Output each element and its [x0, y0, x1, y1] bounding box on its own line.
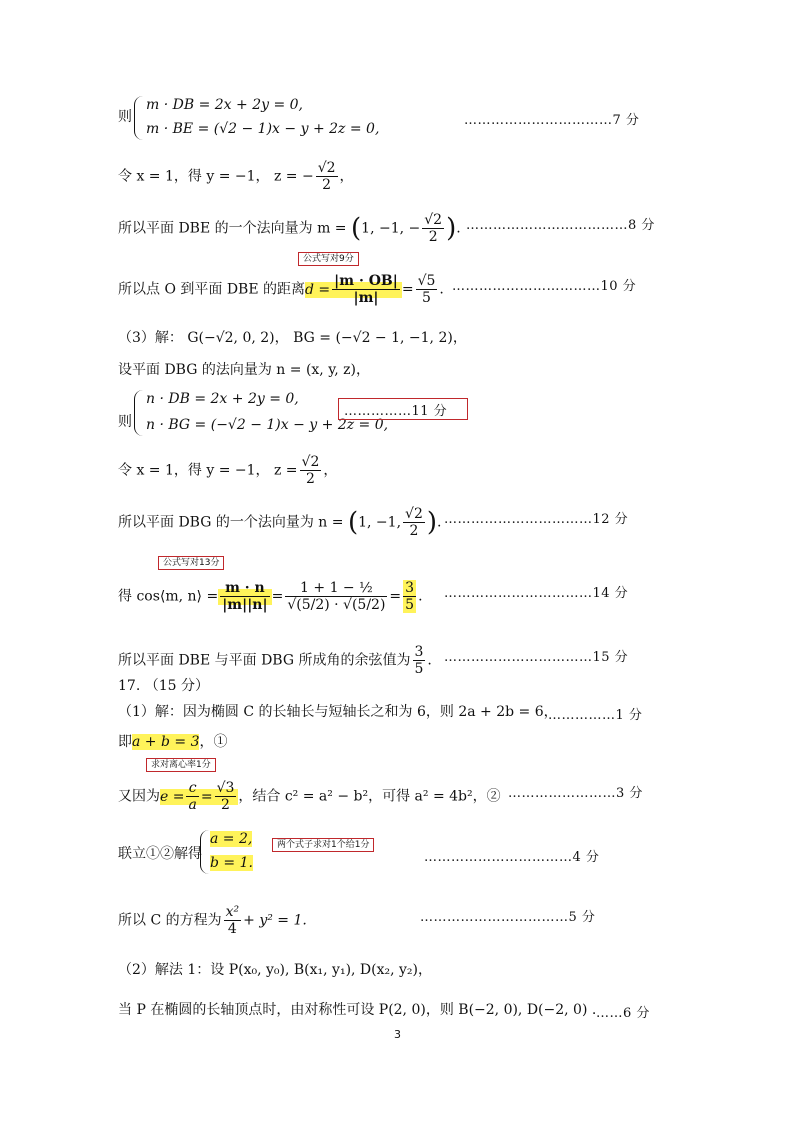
part2-line: （2）解法 1：设 P(x₀, y₀), B(x₁, y₁), D(x₂, y₂)，: [118, 962, 433, 978]
equation-text: 所以 C 的方程为: [118, 912, 222, 929]
vector-components: 1, −1, −: [361, 220, 421, 237]
denominator: 2: [305, 471, 315, 487]
grading-note-eccentricity: 求对离心率1分: [146, 758, 216, 772]
vertex-case-line: 当 P 在椭圆的长轴顶点时，由对称性可设 P(2, 0)，则 B(−2, 0), D(−2, 0) .: [118, 1002, 597, 1018]
normal-vector-m-line: [118, 212, 461, 245]
fraction: [416, 273, 438, 306]
score-11: ……………11 分: [344, 404, 448, 419]
cosine-formula-highlight: [218, 580, 271, 613]
paren-close: ): [426, 507, 438, 538]
fraction-result: [403, 580, 416, 613]
score-3: ……………………3 分: [508, 786, 643, 801]
score-14: ……………………………14 分: [444, 586, 629, 601]
let-x-text: 令 x = 1，得 y = −1， z = −: [118, 168, 314, 185]
cosine-text: 得 cos⟨m, n⟩ =: [118, 588, 219, 605]
numerator: √5: [417, 273, 436, 289]
eccentricity-line: [118, 780, 501, 813]
punctuation: .: [439, 281, 444, 298]
ji-text: 即: [118, 734, 132, 750]
fraction: [285, 580, 387, 613]
fraction: [413, 644, 426, 677]
score-6: ……6 分: [596, 1006, 650, 1021]
set-normal-n-line: 设平面 DBG 的法向量为 n = (x, y, z)，: [118, 362, 370, 378]
a-plus-b-line: [118, 732, 227, 752]
numerator: 1 + 1 − ½: [285, 580, 387, 597]
denominator: |m||n|: [222, 597, 268, 613]
cosine-line: [118, 580, 423, 613]
fraction: [422, 212, 444, 245]
score-7: ……………………………7 分: [464, 113, 640, 128]
let-x-line: [118, 160, 354, 193]
score-8: ………………………………8 分: [466, 218, 655, 233]
relation-text: ，结合 c² = a² − b²，可得 a² = 4b²，②: [238, 788, 501, 805]
numerator: 3: [405, 580, 415, 596]
numerator: c: [186, 780, 198, 797]
denominator: |m|: [353, 290, 379, 306]
equation-n-bg: n · BG = (−√2 − 1)x − y + 2z = 0,: [146, 417, 389, 433]
denominator: 4: [227, 921, 237, 937]
fraction: [300, 454, 322, 487]
equation-n-db: n · DB = 2x + 2y = 0,: [146, 391, 299, 407]
problem-17-heading: 17. （15 分）: [118, 678, 209, 694]
marker-1: ，①: [199, 734, 228, 750]
system-brace-2: [134, 390, 143, 436]
cosine-conclusion-line: [118, 644, 432, 677]
grading-note-13: 公式写对13分: [158, 556, 224, 570]
punctuation: ，: [339, 168, 354, 185]
fraction: [403, 506, 425, 539]
equation-rest: + y² = 1.: [243, 912, 307, 929]
numerator: √2: [424, 212, 443, 228]
denominator: a: [188, 797, 197, 813]
numerator: 3: [414, 644, 424, 660]
numerator: |m · OB|: [334, 273, 398, 289]
denominator: 2: [322, 177, 332, 193]
numerator: √2: [405, 506, 423, 522]
equals: =: [200, 788, 213, 805]
system-brace: [134, 96, 143, 140]
equation-m-db: m · DB = 2x + 2y = 0,: [146, 97, 304, 113]
youyinwei-text: 又因为: [118, 788, 160, 805]
distance-text: 所以点 O 到平面 DBE 的距离: [118, 281, 306, 298]
equation-m-be: m · BE = (√2 − 1)x − y + 2z = 0,: [146, 121, 380, 137]
score-5: ……………………………5 分: [420, 910, 596, 925]
denominator: 5: [405, 597, 415, 613]
a-plus-b-highlight: a + b = 3: [132, 734, 200, 750]
solution-b-value: b = 1.: [210, 855, 253, 871]
page-number: 3: [394, 1028, 401, 1041]
fraction: [224, 904, 242, 937]
paren-close: ): [446, 213, 457, 244]
paren-open: (: [347, 507, 359, 538]
solution-b: [210, 852, 253, 874]
solution-a-value: a = 2,: [210, 831, 253, 847]
prefix-then-2: 则: [118, 414, 132, 430]
score-1: ……………1 分: [548, 708, 643, 723]
equals: =: [389, 588, 402, 605]
part3-line: （3）解： G(−√2, 0, 2)， BG = (−√2 − 1, −1, 2)，: [118, 330, 467, 346]
fraction: [186, 780, 198, 813]
grading-note-9: 公式写对9分: [298, 252, 359, 266]
numerator: x²: [225, 904, 240, 920]
part1-line: （1）解：因为椭圆 C 的长轴长与短轴长之和为 6，则 2a + 2b = 6，: [118, 704, 558, 720]
denominator: 2: [221, 797, 230, 813]
score-4: ……………………………4 分: [424, 850, 600, 865]
punctuation: .: [437, 514, 442, 531]
grading-note-solve: 两个式子求对1个给1分: [272, 838, 374, 852]
prefix-then: 则: [118, 109, 132, 125]
let-x-line-2: [118, 454, 337, 487]
fraction: [332, 273, 400, 306]
let-x-text: 令 x = 1，得 y = −1， z =: [118, 462, 298, 479]
fraction: [215, 780, 237, 813]
conclusion-text: 所以平面 DBE 与平面 DBG 所成角的余弦值为: [118, 652, 411, 669]
eccentricity-highlight: [160, 780, 238, 813]
numerator: √2: [301, 454, 320, 470]
paren-open: (: [351, 213, 362, 244]
solution-a: [210, 828, 252, 850]
denominator: 5: [422, 290, 431, 306]
punctuation: .: [456, 220, 461, 237]
fraction: [316, 160, 338, 193]
normal-vector-text: 所以平面 DBE 的一个法向量为 m =: [118, 220, 347, 237]
normal-vector-text: 所以平面 DBG 的一个法向量为 n =: [118, 514, 344, 531]
numerator: √3: [216, 780, 235, 796]
equals: =: [271, 588, 284, 605]
solve-brace: [200, 830, 209, 874]
e-symbol: e =: [160, 788, 185, 805]
ellipse-equation-line: [118, 904, 307, 937]
score-12: ……………………………12 分: [444, 512, 629, 527]
numerator: √2: [317, 160, 336, 176]
numerator: m · n: [220, 580, 269, 597]
solve-line: 联立①②解得: [118, 846, 202, 862]
vector-components: 1, −1,: [358, 514, 402, 531]
distance-line: [118, 273, 444, 306]
punctuation: ，: [323, 462, 338, 479]
fraction: [220, 580, 269, 613]
denominator: 5: [414, 661, 424, 677]
punctuation: .: [427, 652, 432, 669]
d-symbol: d =: [305, 281, 331, 298]
score-10: ……………………………10 分: [452, 279, 637, 294]
denominator: 2: [428, 229, 438, 245]
denominator: √(5/2) · √(5/2): [287, 597, 386, 613]
denominator: 2: [409, 523, 419, 539]
punctuation: .: [418, 588, 423, 605]
score-15: ……………………………15 分: [444, 650, 629, 665]
normal-vector-n-line: [118, 506, 441, 539]
equals: =: [401, 281, 414, 298]
